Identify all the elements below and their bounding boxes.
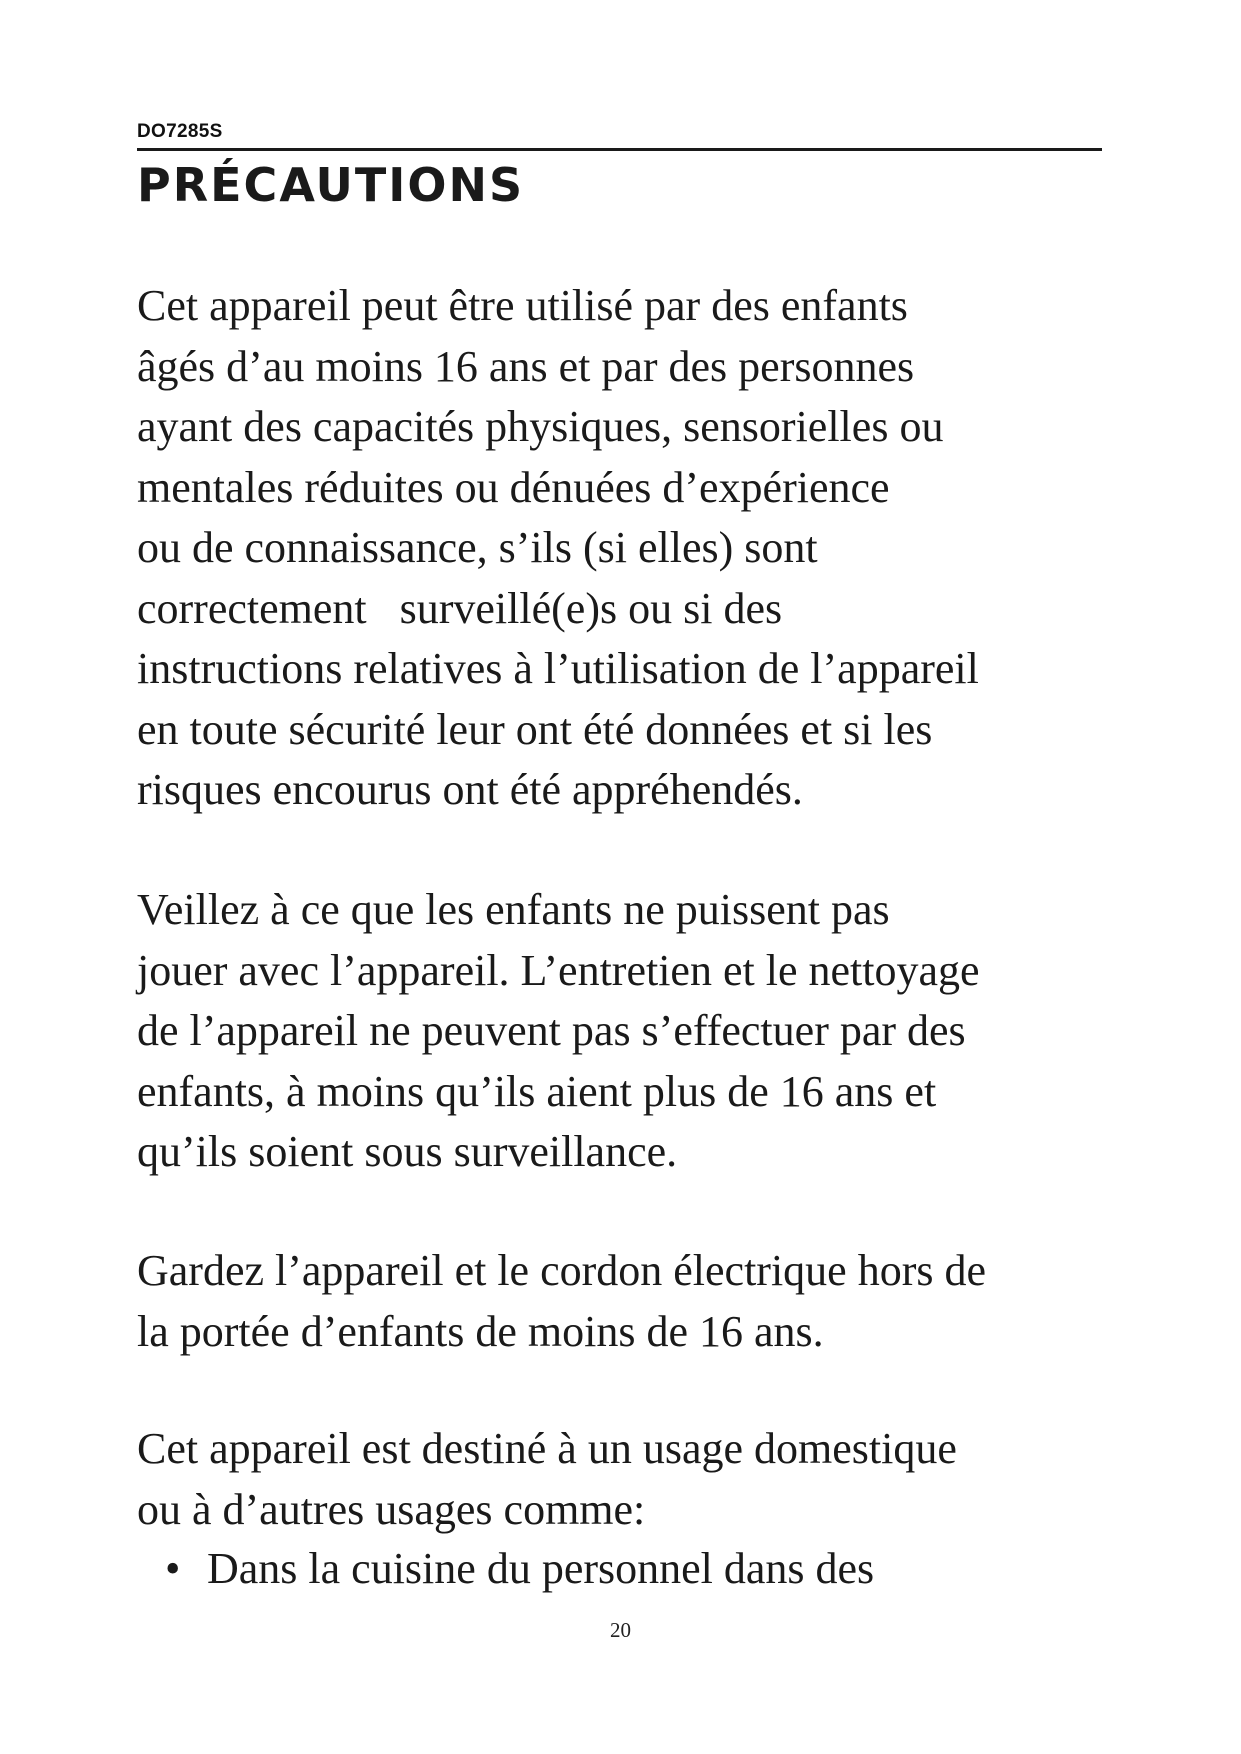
- page-number: 20: [610, 1618, 631, 1642]
- usage-bullet-list: [137, 1539, 874, 1600]
- paragraph-line: âgés d’au moins 16 ans et par des personnes: [137, 341, 915, 391]
- paragraph-line: risques encourus ont été appréhendés.: [137, 765, 803, 814]
- paragraph-children-play: [137, 880, 1117, 1183]
- paragraph-line: ou à d’autres usages comme:: [137, 1484, 646, 1534]
- paragraph-line: mentales réduites ou dénuées d’expérience: [137, 462, 890, 512]
- paragraph-line: correctement surveillé(e)s ou si des: [137, 583, 783, 633]
- page-title: PRÉCAUTIONS: [137, 158, 525, 212]
- list-item: [137, 1539, 874, 1600]
- paragraph-domestic-use: [137, 1419, 1117, 1540]
- paragraph-line: Veillez à ce que les enfants ne puissent pas: [137, 885, 890, 934]
- paragraph-line: de l’appareil ne peuvent pas s’effectuer par des: [137, 1006, 966, 1055]
- paragraph-usage-conditions: [137, 276, 1117, 821]
- paragraph-line: ayant des capacités physiques, sensorielles ou: [137, 402, 944, 451]
- paragraph-cord-reach: [137, 1241, 1117, 1362]
- paragraph-line: qu’ils soient sous surveillance.: [137, 1127, 678, 1176]
- paragraph-line: la portée d’enfants de moins de 16 ans.: [137, 1306, 824, 1356]
- model-number: DO7285S: [137, 121, 223, 142]
- paragraph-line: Cet appareil est destiné à un usage domestique: [137, 1424, 957, 1473]
- list-item-text: Dans la cuisine du personnel dans des: [207, 1544, 875, 1593]
- paragraph-line: Gardez l’appareil et le cordon électrique hors de: [137, 1246, 987, 1295]
- paragraph-line: jouer avec l’appareil. L’entretien et le nettoyage: [137, 945, 980, 995]
- paragraph-line: enfants, à moins qu’ils aient plus de 16 ans et: [137, 1066, 937, 1116]
- paragraph-line: instructions relatives à l’utilisation de l’appareil: [137, 644, 979, 693]
- paragraph-line: ou de connaissance, s’ils (si elles) sont: [137, 523, 818, 572]
- paragraph-line: Cet appareil peut être utilisé par des enfants: [137, 281, 908, 330]
- header-rule: [137, 148, 1102, 151]
- bullet-icon: •: [165, 1544, 181, 1593]
- paragraph-line: en toute sécurité leur ont été données et si les: [137, 704, 933, 754]
